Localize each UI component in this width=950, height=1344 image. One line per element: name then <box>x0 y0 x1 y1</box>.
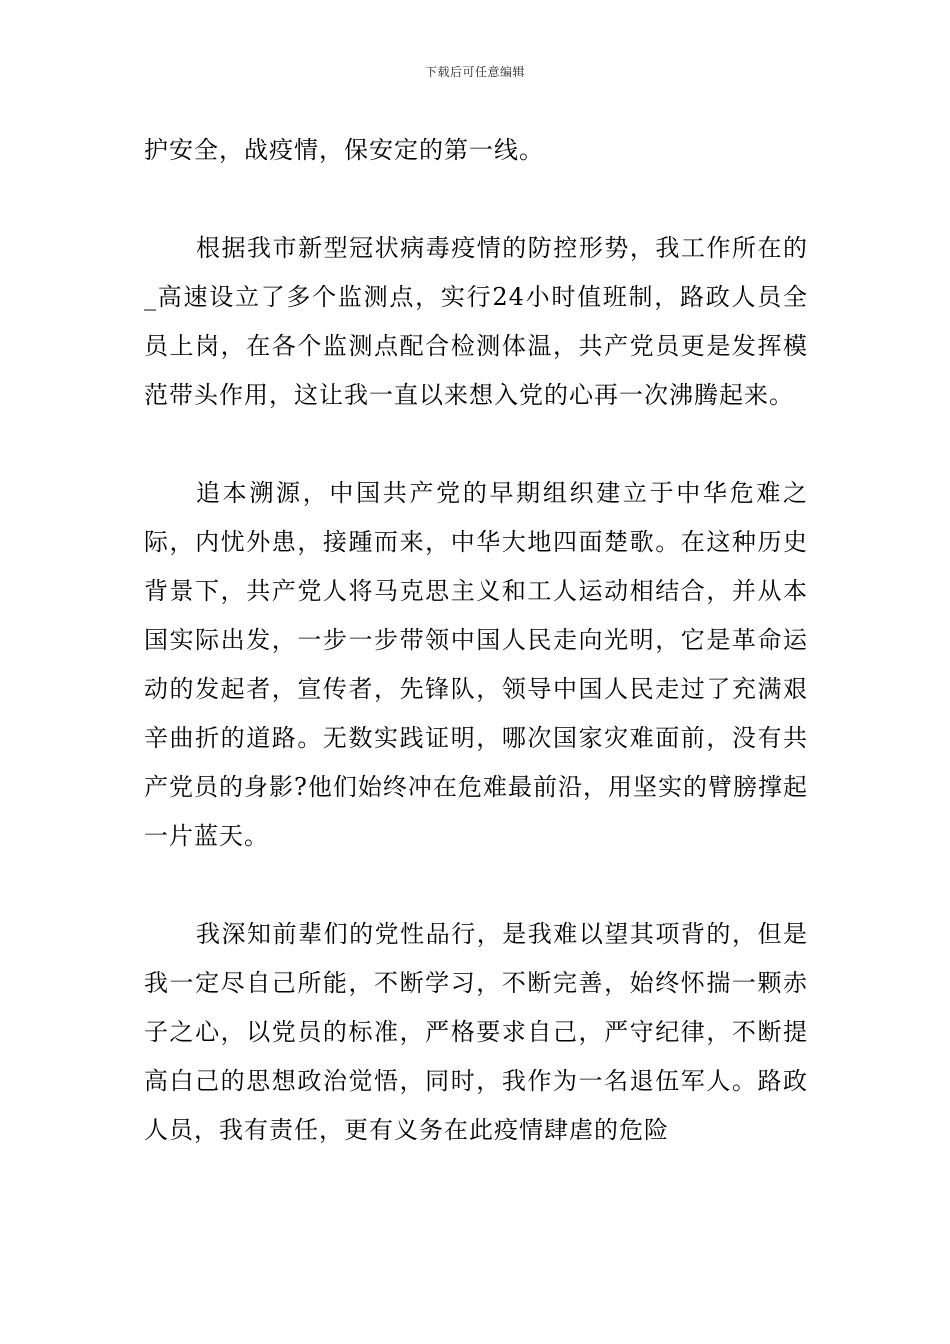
paragraph-gap <box>144 861 808 910</box>
paragraph-gap <box>144 420 808 469</box>
paragraph-epidemic-control: 根据我市新型冠状病毒疫情的防控形势，我工作所在的_高速设立了多个监测点，实行24小时值班制，路政人员全员上岗，在各个监测点配合检测体温，共产党员更是发挥模范带头作用，这让我一直以来想入党的心再一次沸腾起来。 <box>144 234 808 409</box>
paragraph-gap <box>144 175 808 224</box>
document-body <box>144 126 808 1155</box>
paragraph-personal-commitment: 我深知前辈们的党性品行，是我难以望其项背的，但是我一定尽自己所能，不断学习，不断完善，始终怀揣一颗赤子之心，以党员的标准，严格要求自己，严守纪律，不断提高白己的思想政治觉悟，同时，我作为一名退伍军人。路政人员，我有责任，更有义务在此疫情肆虐的危险 <box>144 920 808 1144</box>
page-header: 下载后可任意编辑 <box>424 65 525 79</box>
paragraph-party-history: 追本溯源，中国共产党的早期组织建立于中华危难之际，内忧外患，接踵而来，中华大地四面楚歌。在这种历史背景下，共产党人将马克思主义和工人运动相结合，并从本国实际出发，一步一步带领中国人民走向光明，它是革命运动的发起者，宣传者，先锋队，领导中国人民走过了充满艰辛曲折的道路。无数实践证明，哪次国家灾难面前，没有共产党员的身影?他们始终冲在危难最前沿，用坚实的臂膀撑起一片蓝天。 <box>144 479 808 850</box>
paragraph-continuation: 护安全，战疫情，保安定的第一线。 <box>144 136 544 164</box>
